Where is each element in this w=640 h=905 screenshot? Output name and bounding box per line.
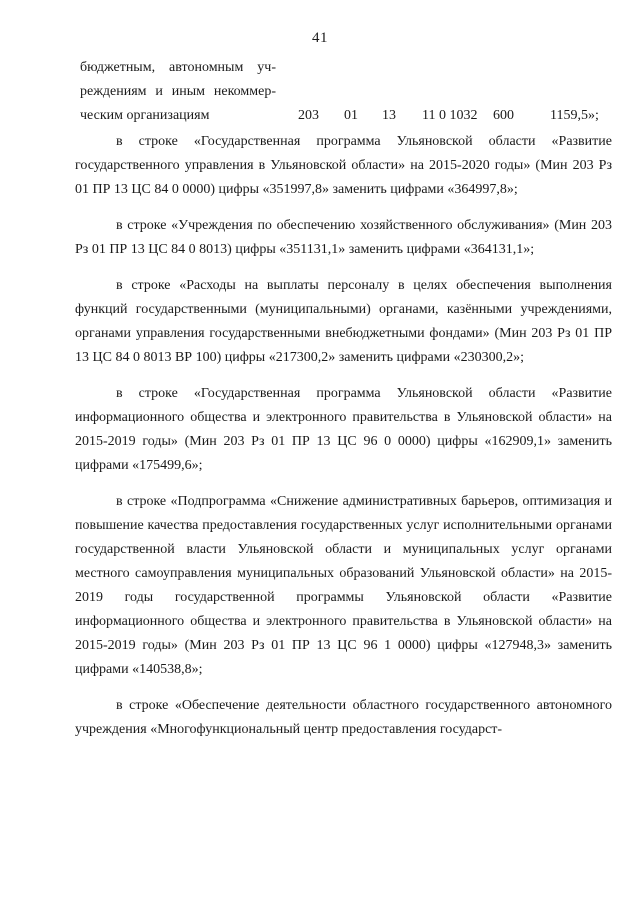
row-value: 1159,5»;	[550, 108, 599, 123]
body-text	[75, 130, 612, 754]
paragraph: в строке «Учреждения по обеспечению хозяйственного обслуживания» (Мин 203 Рз 01 ПР 13 ЦС 84 0 8013) цифры «351131,1» заменить цифрами «364131,1»;	[75, 218, 612, 257]
paragraph: в строке «Обеспечение деятельности областного государственного автономного учреждения «Многофункциональный центр предоставления государст-	[75, 698, 612, 737]
code-cs: 11 0 1032	[422, 108, 478, 123]
code-min: 203	[298, 108, 319, 123]
paragraph: в строке «Подпрограмма «Снижение административных барьеров, оптимизация и повышение качества предоставления государственных услуг исполнительными органами государственной власти Ульяновской области и муниципальных услуг органами местного самоуправления муниципальных образований Ульяновской области» на 2015-2019 годы государственной программы Ульяновской области «Развитие информационного общества и электронного правительства в Ульяновской области» на 2015-2019 годы» (Мин 203 Рз 01 ПР 13 ЦС 96 1 0000) цифры «127948,3» заменить цифрами «140538,8»;	[75, 494, 612, 677]
code-vr: 600	[493, 108, 514, 123]
code-rz: 01	[344, 108, 358, 123]
page-number: 41	[312, 30, 328, 46]
row-name-line-1: бюджетным, автономным уч-	[80, 60, 276, 75]
code-pr: 13	[382, 108, 396, 123]
paragraph: в строке «Расходы на выплаты персоналу в целях обеспечения выполнения функций государственными (муниципальными) органами, казёнными учреждениями, органами управления государственными внебюджетными фондами» (Мин 203 Рз 01 ПР 13 ЦС 84 0 8013 ВР 100) цифры «217300,2» заменить цифрами «230300,2»;	[75, 278, 612, 365]
paragraph: в строке «Государственная программа Ульяновской области «Развитие информационного общества и электронного правительства в Ульяновской области» на 2015-2019 годы» (Мин 203 Рз 01 ПР 13 ЦС 96 0 0000) цифры «162909,1» заменить цифрами «175499,6»;	[75, 386, 612, 473]
row-name-line-3-with-codes	[80, 104, 620, 128]
row-name-line-3: ческим организациям	[80, 108, 210, 123]
row-name-line-2: реждениям и иным некоммер-	[80, 84, 276, 99]
table-row-continuation	[80, 56, 620, 128]
paragraph: в строке «Государственная программа Ульяновской области «Развитие государственного управления в Ульяновской области» на 2015-2020 годы» (Мин 203 Рз 01 ПР 13 ЦС 84 0 0000) цифры «351997,8» заменить цифрами «364997,8»;	[75, 134, 612, 197]
